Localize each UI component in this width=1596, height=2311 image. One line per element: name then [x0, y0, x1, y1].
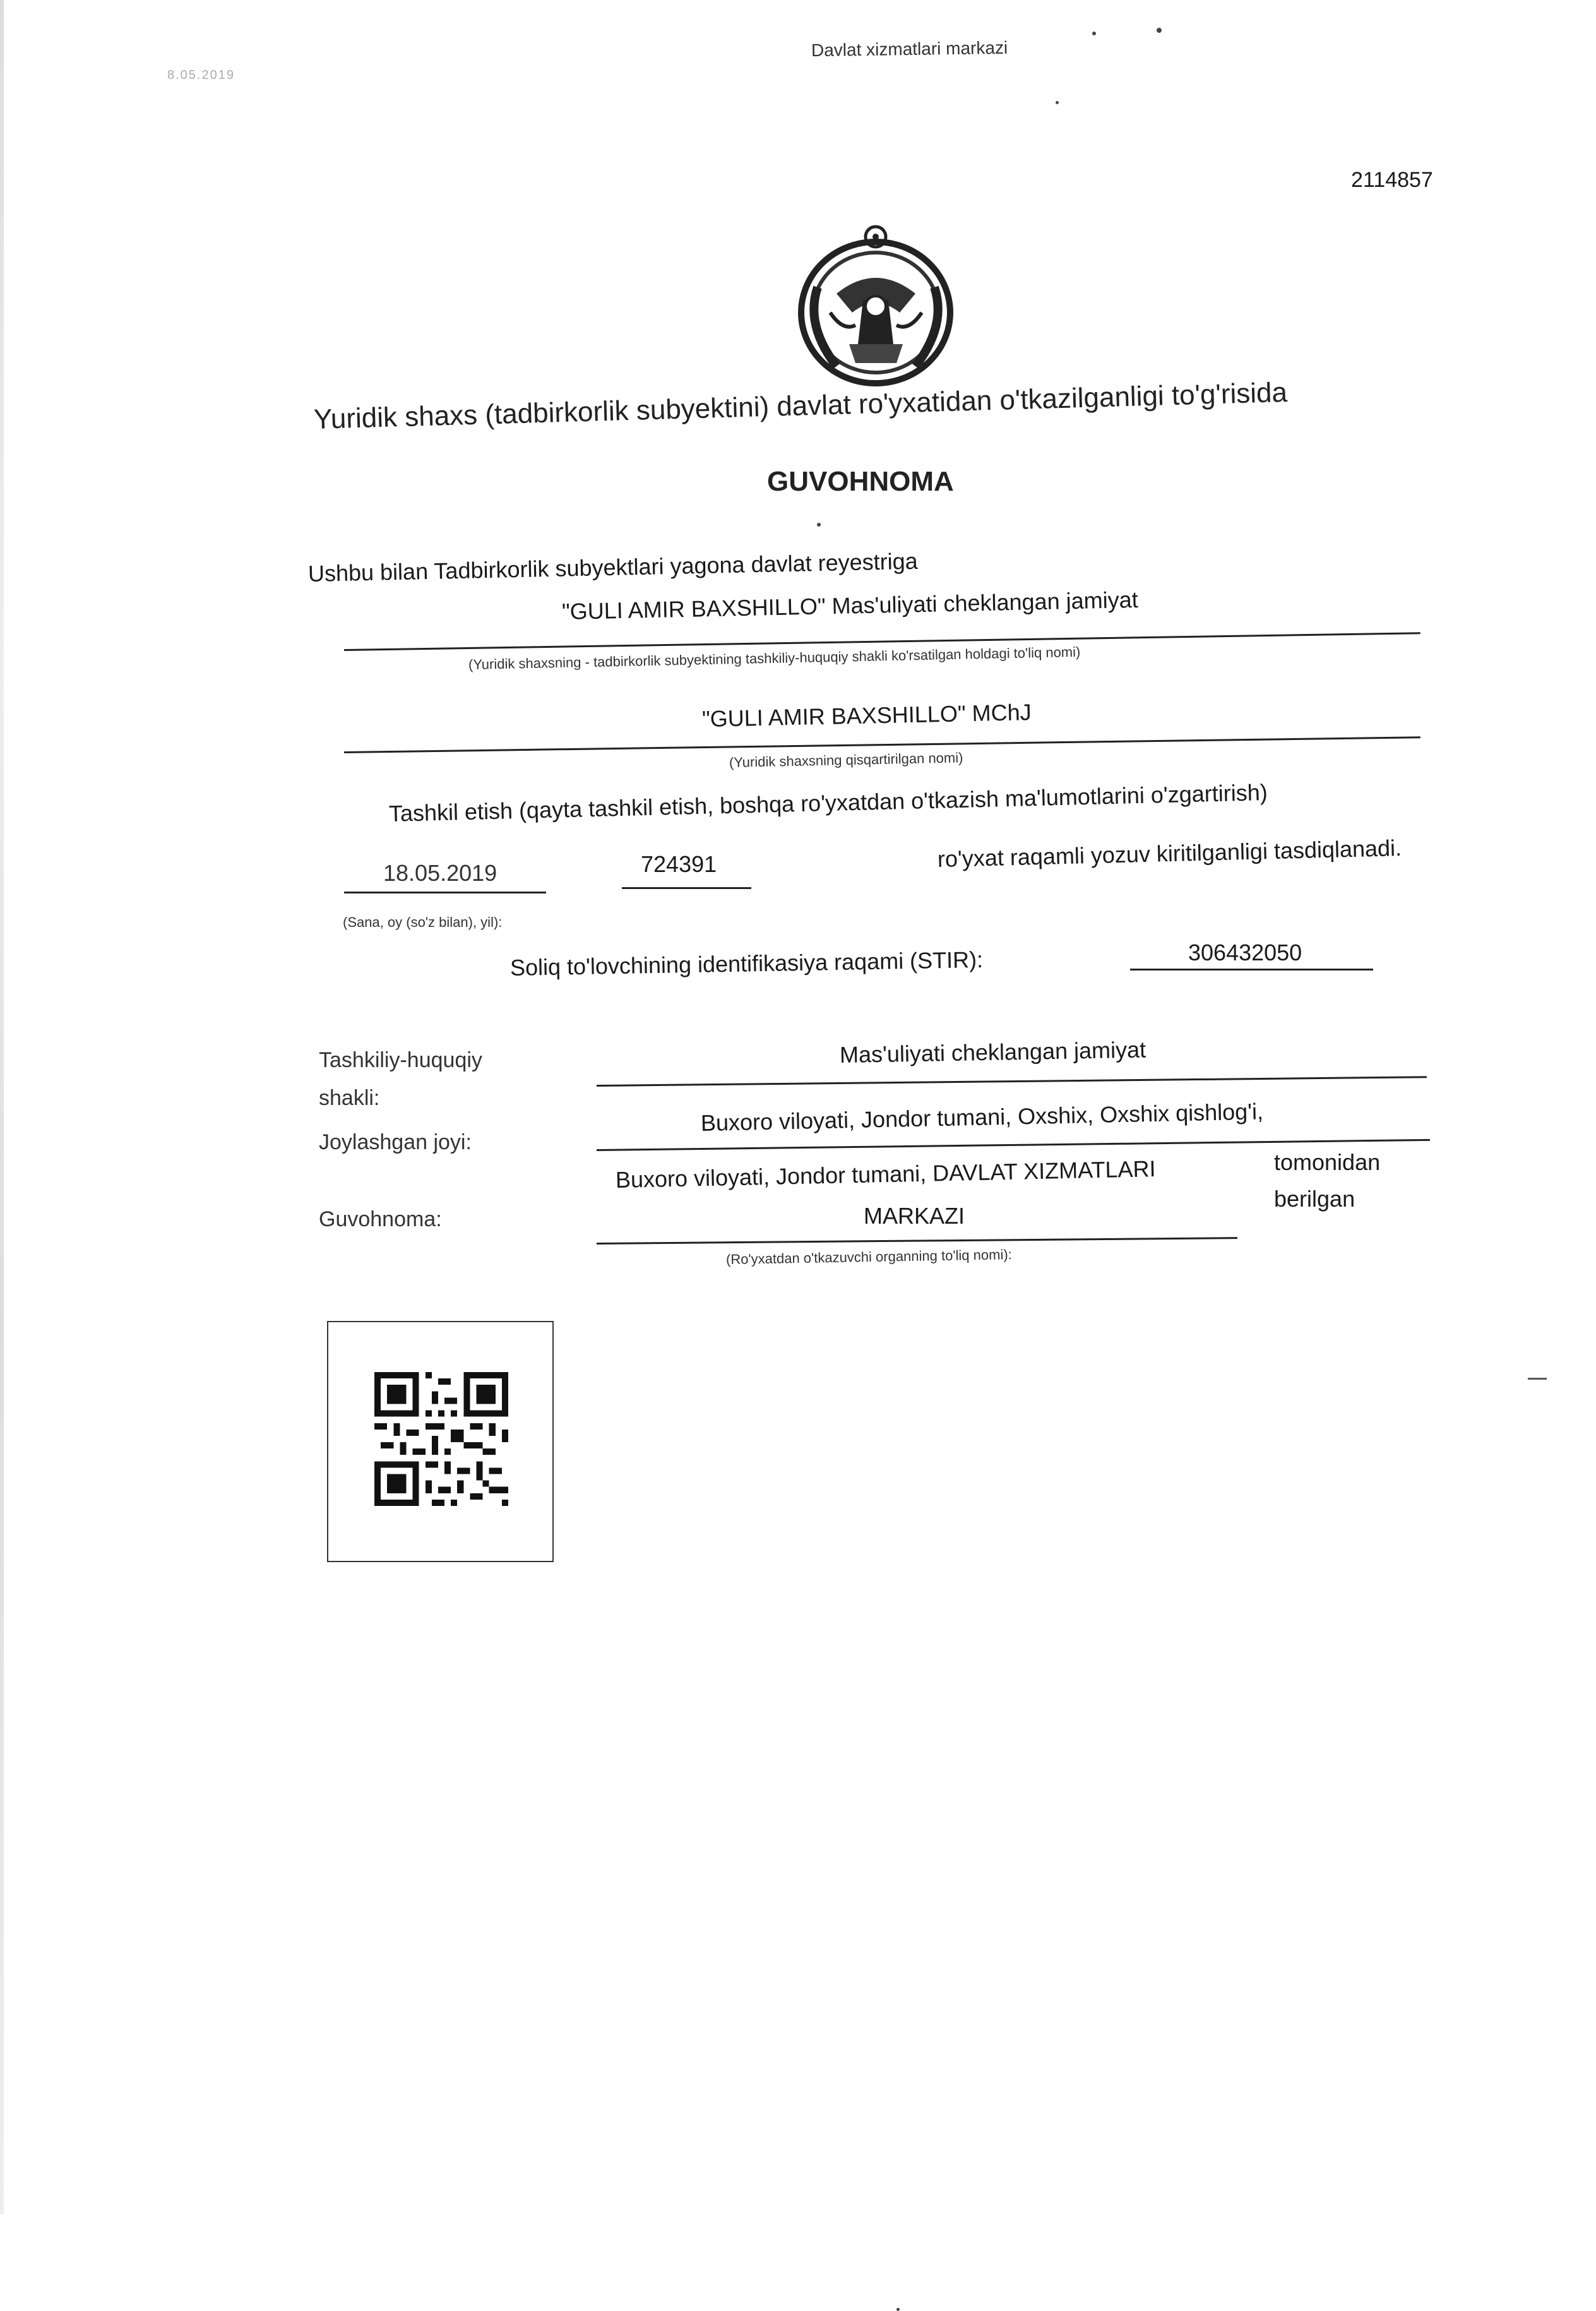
registration-date: 18.05.2019 [383, 860, 497, 886]
short-name-value: "GULI AMIR BAXSHILLO" MChJ [701, 699, 1032, 732]
location-label: Joylashgan joyi: [319, 1130, 472, 1154]
legal-form-line [597, 1076, 1427, 1087]
certificate-caption: (Ro'yxatdan o'tkazuvchi organning to'liq nomi): [725, 1246, 1012, 1267]
scan-speck [896, 2308, 900, 2311]
scan-edge-mark [1528, 1378, 1547, 1380]
certificate-issued-line2: berilgan [1274, 1186, 1355, 1212]
scan-edge [0, 0, 4, 2214]
faint-date: 8.05.2019 [167, 68, 235, 82]
tin-line [1130, 969, 1373, 970]
certificate-line [597, 1237, 1237, 1245]
document-title: Yuridik shaxs (tadbirkorlik subyektini) davlat ro'yxatidan o'tkazilganligi to'g'risida [313, 376, 1288, 435]
scan-speck [1056, 101, 1059, 104]
issuer-header: Davlat xizmatlari markazi [811, 37, 1008, 61]
qr-code [374, 1372, 508, 1506]
certificate-value-line2: MARKAZI [864, 1203, 965, 1229]
registration-number-line [622, 887, 751, 889]
registration-date-line [344, 892, 546, 893]
registration-confirm: ro'yxat raqamli yozuv kiritilganligi tasdiqlanadi. [937, 835, 1402, 872]
certificate-label: Guvohnoma: [319, 1207, 442, 1231]
intro-text: Ushbu bilan Tadbirkorlik subyektlari yagona davlat reyestriga [307, 547, 919, 587]
state-emblem [792, 218, 960, 388]
legal-form-label-line1: Tashkiliy-huquqiy [319, 1048, 482, 1072]
serial-number: 2114857 [1351, 168, 1433, 192]
legal-form-value: Mas'uliyati cheklangan jamiyat [839, 1036, 1146, 1068]
uzbekistan-state-emblem-icon [792, 218, 960, 388]
registration-date-caption: (Sana, oy (so'z bilan), yil): [343, 914, 503, 930]
tin-value: 306432050 [1188, 940, 1302, 965]
document-heading: GUVOHNOMA [767, 466, 954, 497]
certificate-issued-line1: tomonidan [1274, 1149, 1381, 1175]
location-value: Buxoro viloyati, Jondor tumani, Oxshix, Oxshix qishlog'i, [700, 1098, 1264, 1136]
registration-intro: Tashkil etish (qayta tashkil etish, boshqa ro'yxatdan o'tkazish ma'lumotlarini o'zgartirish) [388, 779, 1268, 827]
registration-number: 724391 [641, 851, 717, 877]
qr-code-icon [374, 1372, 508, 1506]
certificate-value-line1: Buxoro viloyati, Jondor tumani, DAVLAT XIZMATLARI [615, 1156, 1156, 1193]
legal-form-label-line2: shakli: [319, 1086, 380, 1110]
tin-label: Soliq to'lovchining identifikasiya raqami (STIR): [509, 946, 984, 981]
short-name-caption: (Yuridik shaxsning qisqartirilgan nomi) [729, 749, 963, 770]
scan-speck [817, 523, 821, 527]
full-name-value: "GULI AMIR BAXSHILLO" Mas'uliyati cheklangan jamiyat [561, 586, 1139, 624]
scan-speck [1157, 28, 1162, 33]
full-name-caption: (Yuridik shaxsning - tadbirkorlik subyektining tashkiliy-huquqiy shakli ko'rsatilgan holdagi to'liq nomi) [468, 643, 1081, 672]
scan-speck [1092, 32, 1096, 35]
